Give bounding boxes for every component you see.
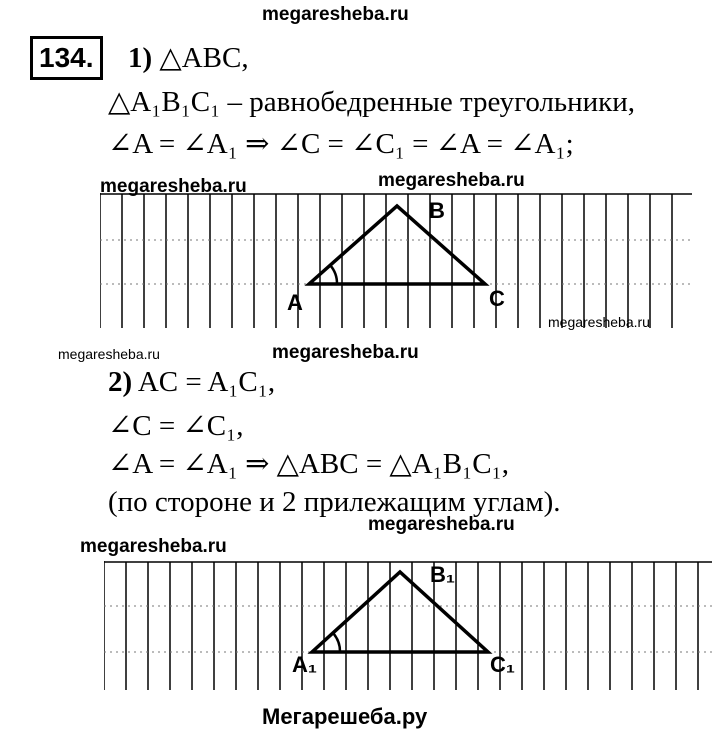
part1-label: 1) [128, 42, 153, 74]
part1-line3: ∠A = ∠A₁ ⇒ ∠C = ∠C₁ = ∠A = ∠A₁; [108, 128, 574, 160]
part2-line4: (по стороне и 2 прилежащим углам). [108, 486, 561, 518]
watermark-fig1-center: megaresheba.ru [378, 170, 525, 191]
figure1-angle-arc [330, 265, 337, 284]
part2-label: 2) [108, 366, 133, 398]
figure1-dotted-rows [100, 240, 692, 284]
watermark-fig1-bottom-right: megaresheba.ru [548, 314, 650, 330]
figure2-label-c: C₁ [490, 652, 515, 677]
part2-line3: ∠A = ∠A₁ ⇒ △ABC = △A₁B₁C₁, [108, 448, 509, 480]
part2-ac-equal: AC = A₁C₁, [137, 366, 276, 398]
figure1-grid-triangle [100, 192, 692, 328]
figure2-dotted-rows [104, 606, 712, 652]
figure2-label-b: B₁ [430, 562, 455, 587]
watermark-mid: megaresheba.ru [272, 342, 419, 363]
watermark-fig2-center: megaresheba.ru [368, 514, 515, 535]
figure1-label-b: B [429, 198, 445, 223]
watermark-fig2-left: megaresheba.ru [80, 536, 227, 557]
figure2-grid-triangle [104, 560, 712, 690]
watermark-mid-small: megaresheba.ru [58, 346, 160, 362]
part2-line2: ∠C = ∠C₁, [108, 410, 244, 442]
figure1-label-c: C [489, 286, 505, 311]
watermark-fig1-left: megaresheba.ru [100, 176, 247, 197]
figure1-grid [100, 193, 692, 328]
part1-line2: △A₁B₁C₁ – равнобедренные треугольники, [108, 86, 636, 118]
figure1-label-a: A [287, 290, 303, 315]
footer-site-name: Мегарешеба.ру [262, 704, 428, 729]
watermark-top: megaresheba.ru [262, 4, 409, 25]
part1-triangle-abc: △ABC, [159, 42, 249, 74]
figure2-angle-arc [333, 633, 340, 652]
part2-line1 [108, 366, 275, 399]
problem-number: 134. [30, 36, 103, 80]
figure2-label-a: A₁ [292, 652, 317, 677]
part1-line1 [128, 40, 249, 75]
